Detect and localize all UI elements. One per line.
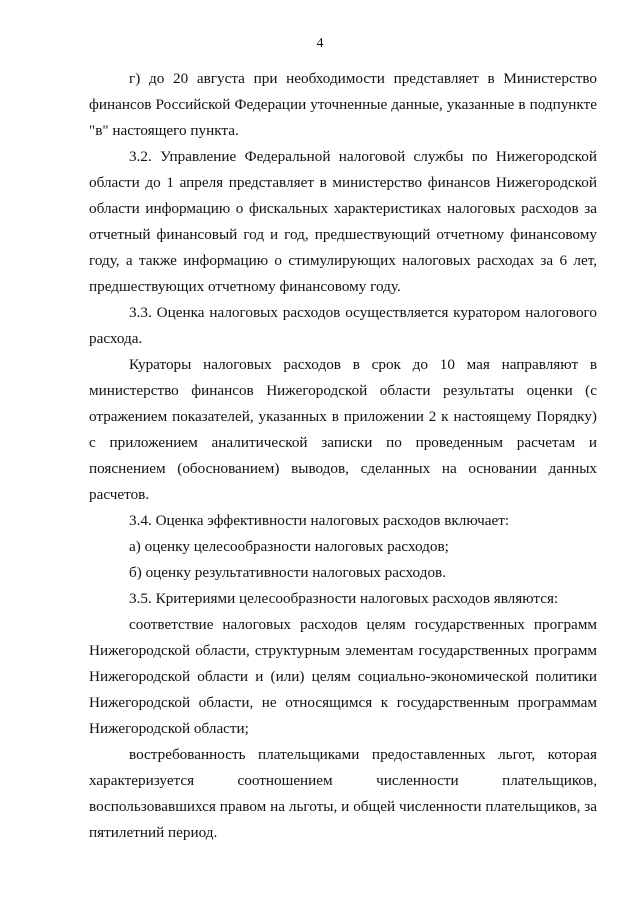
paragraph-item-a: а) оценку целесообразности налоговых расходов; xyxy=(129,538,449,555)
paragraph-3-2: 3.2. Управление Федеральной налоговой службы по Нижегородской области до 1 апреля представляет в министерство финансов Нижегородской области информацию о фискальных характеристиках налоговых расходов за отчетный финансовый год и год, предшествующий отчетному финансовому году, а также информацию о стимулирующих налоговых расходах за 6 лет, предшествующих отчетному финансовому году. xyxy=(89,148,597,295)
page-number: 4 xyxy=(316,36,324,51)
paragraph-criterion-compliance: соответствие налоговых расходов целям государственных программ Нижегородской области, структурным элементам государственных программ Нижегородской области и (или) целям социально-экономической политики Нижегородской области, не относящимся к государственным программам Нижегородской области; xyxy=(89,616,597,737)
paragraph-curators: Кураторы налоговых расходов в срок до 10 мая направляют в министерство финансов Нижегородской области результаты оценки (с отражением показателей, указанных в приложении 2 к настоящему Порядку) с приложением аналитической записки по проведенным расчетам и пояснением (обоснованием) выводов, сделанных на основании данных расчетов. xyxy=(89,356,597,503)
paragraph-3-3: 3.3. Оценка налоговых расходов осуществляется куратором налогового расхода. xyxy=(89,304,597,347)
paragraph-item-g: г) до 20 августа при необходимости представляет в Министерство финансов Российской Федерации уточненные данные, указанные в подпункте "в" настоящего пункта. xyxy=(89,70,597,139)
paragraph-item-b: б) оценку результативности налоговых расходов. xyxy=(129,564,447,581)
paragraph-3-5: 3.5. Критериями целесообразности налоговых расходов являются: xyxy=(129,590,559,607)
paragraph-3-4: 3.4. Оценка эффективности налоговых расходов включает: xyxy=(129,512,510,529)
paragraph-criterion-demand: востребованность плательщиками предоставленных льгот, которая характеризуется соотношением численности плательщиков, воспользовавшихся правом на льготы, и общей численности плательщиков, за пятилетний период. xyxy=(89,746,597,841)
document-body xyxy=(89,66,597,846)
